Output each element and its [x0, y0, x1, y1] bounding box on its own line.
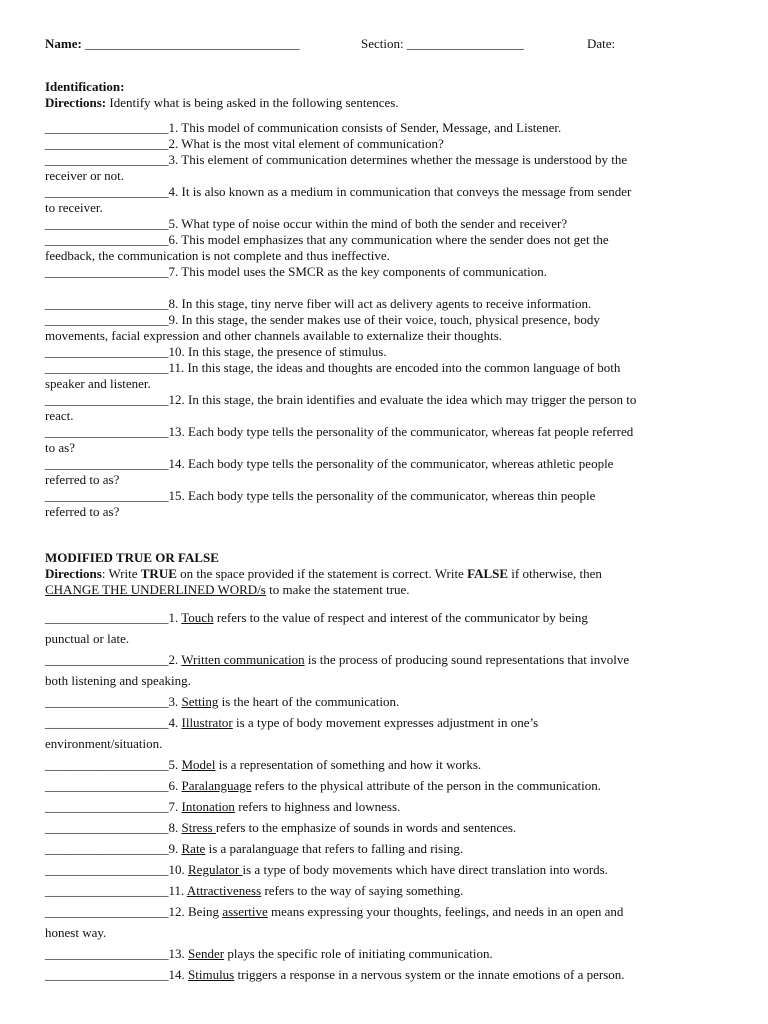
- list-item: ___________________11. In this stage, the ideas and thoughts are encoded into the common language of both speaker and listener.: [45, 360, 621, 391]
- list-item: ___________________3. Setting is the heart of the communication.: [45, 694, 400, 709]
- list-item: ___________________5. Model is a representation of something and how it works.: [45, 757, 482, 772]
- list-item: ___________________13. Each body type tells the personality of the communicator, whereas fat people referred to as?: [45, 424, 634, 455]
- list-item: ___________________7. Intonation refers to highness and lowness.: [45, 799, 401, 814]
- list-item: ___________________13. Sender plays the specific role of initiating communication.: [45, 946, 493, 961]
- date-label: Date:: [587, 36, 616, 51]
- list-item: ___________________9. In this stage, the sender makes use of their voice, touch, physical presence, body movements, facial expression and other channels available to externalize their thoughts.: [45, 312, 600, 343]
- list-item: ___________________14. Stimulus triggers a response in a nervous system or the innate emotions of a person.: [45, 967, 625, 982]
- list-item: ___________________12. In this stage, the brain identifies and evaluate the idea which may trigger the person to react.: [45, 392, 637, 423]
- list-item: ___________________9. Rate is a paralanguage that refers to falling and rising.: [45, 841, 464, 856]
- list-item: ___________________12. Being assertive means expressing your thoughts, feelings, and needs in an open and honest way.: [45, 904, 624, 940]
- true-false-title: MODIFIED TRUE OR FALSE: [45, 550, 219, 565]
- true-false-section: [45, 550, 725, 598]
- list-item: ___________________3. This element of communication determines whether the message is understood by the receiver or not.: [45, 152, 628, 183]
- list-item: ___________________5. What type of noise occur within the mind of both the sender and receiver?: [45, 216, 568, 231]
- list-item: ___________________10. In this stage, the presence of stimulus.: [45, 344, 387, 359]
- list-item: ___________________6. This model emphasizes that any communication where the sender does not get the feedback, the communication is not complete and thus ineffective.: [45, 232, 609, 263]
- true-false-items: [45, 607, 725, 985]
- list-item: ___________________1. Touch refers to the value of respect and interest of the communicator by being punctual or late.: [45, 610, 588, 646]
- true-false-directions: Directions: Write TRUE on the space provided if the statement is correct. Write FALSE if otherwise, then CHANGE THE UNDERLINED WORD/s to make the statement true.: [45, 566, 602, 597]
- section-label: Section: __________________: [361, 36, 524, 51]
- list-item: ___________________11. Attractiveness refers to the way of saying something.: [45, 883, 464, 898]
- identification-title: Identification:: [45, 79, 125, 94]
- list-item: ___________________8. In this stage, tiny nerve fiber will act as delivery agents to receive information.: [45, 296, 592, 311]
- list-item: ___________________4. Illustrator is a type of body movement expresses adjustment in one’s environment/situation.: [45, 715, 539, 751]
- list-item: ___________________8. Stress refers to the emphasize of sounds in words and sentences.: [45, 820, 517, 835]
- list-item: ___________________7. This model uses the SMCR as the key components of communication.: [45, 264, 548, 279]
- list-item: ___________________14. Each body type tells the personality of the communicator, whereas athletic people referred to as?: [45, 456, 614, 487]
- list-item: ___________________2. Written communication is the process of producing sound representations that involve both listening and speaking.: [45, 652, 630, 688]
- list-item: ___________________15. Each body type tells the personality of the communicator, whereas thin people referred to as?: [45, 488, 596, 519]
- name-label: Name: _________________________________: [45, 36, 300, 51]
- list-item: ___________________6. Paralanguage refers to the physical attribute of the person in the communication.: [45, 778, 601, 793]
- identification-items: [45, 120, 725, 520]
- list-item: ___________________2. What is the most vital element of communication?: [45, 136, 444, 151]
- identification-directions: Directions: Identify what is being asked in the following sentences.: [45, 95, 399, 110]
- list-item: ___________________10. Regulator is a type of body movements which have direct translation into words.: [45, 862, 608, 877]
- list-item: ___________________1. This model of communication consists of Sender, Message, and Listener.: [45, 120, 562, 135]
- identification-section: [45, 79, 725, 111]
- list-item: ___________________4. It is also known as a medium in communication that conveys the message from sender to receiver.: [45, 184, 632, 215]
